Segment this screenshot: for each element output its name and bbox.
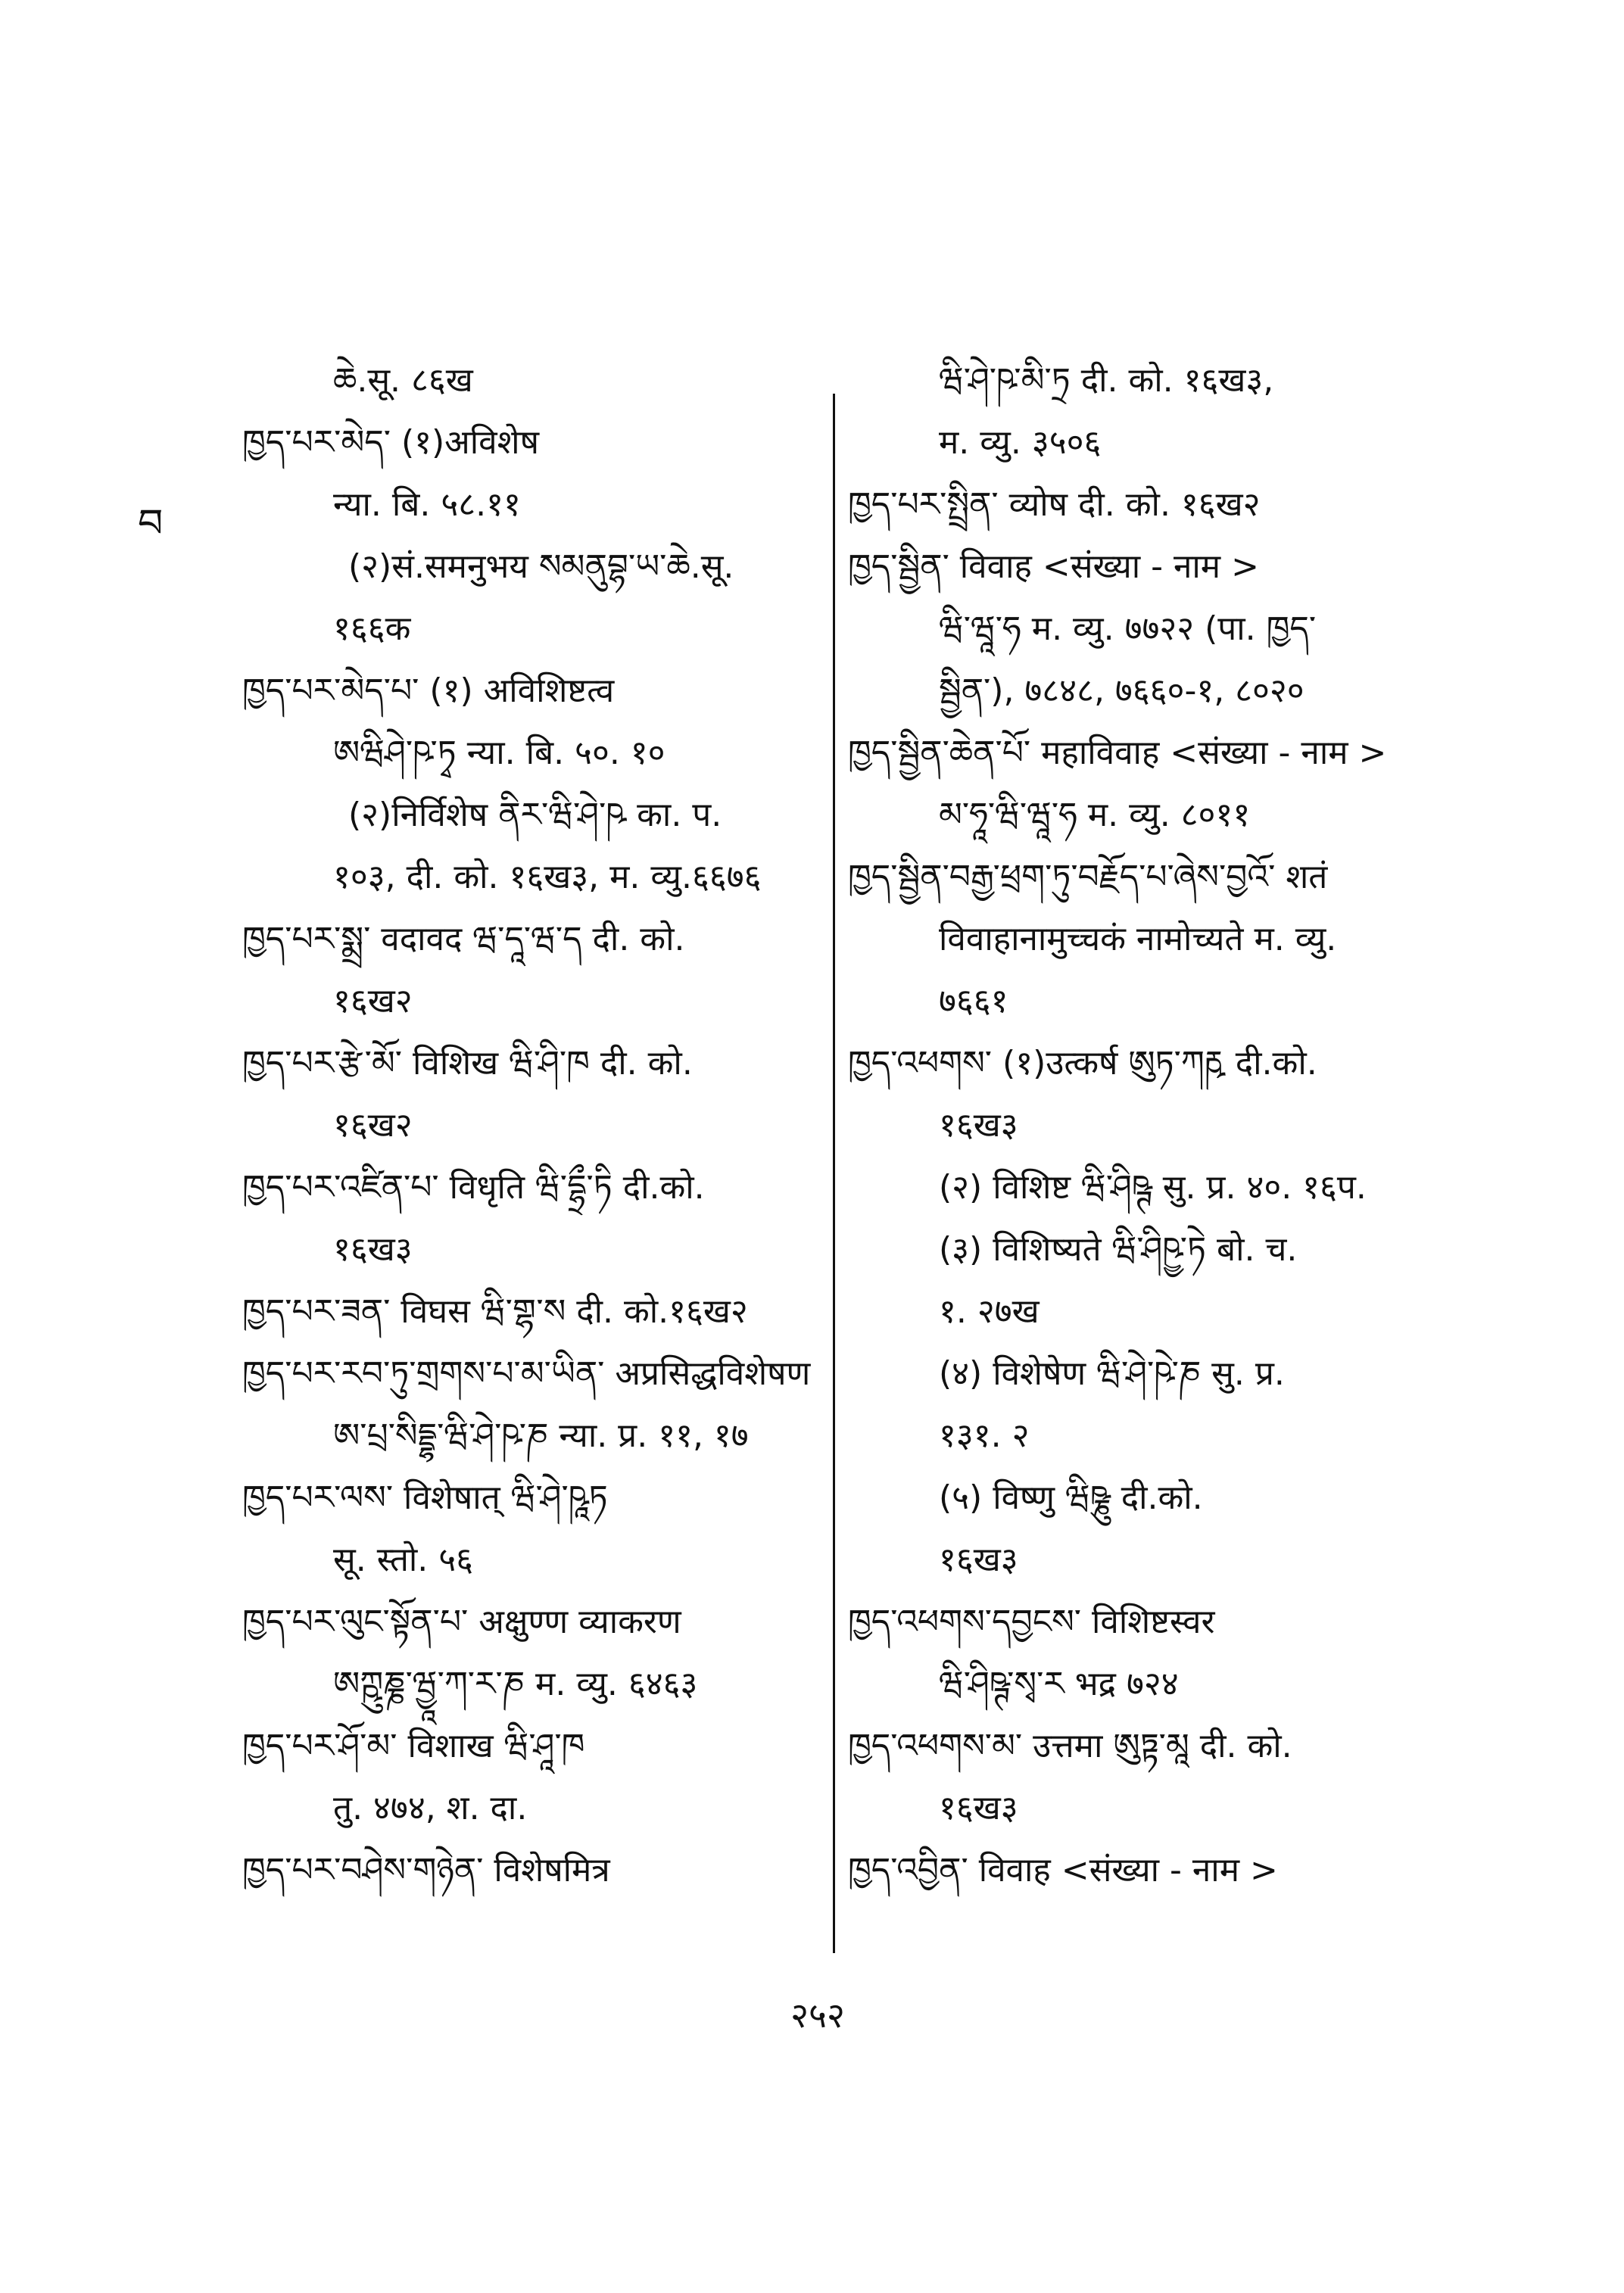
entry-line: ཨཝིཤེ་ཥ་ཏྭ न्या. बि. ५०. १० (333, 734, 665, 772)
entry-line: (५) विष्णु ཝིཥྞུ दी.को. (939, 1478, 1203, 1517)
entry-line: (४) विशेषेण ཝི་ཤེ་ཥེ་ཎ सु. प्र. (939, 1354, 1285, 1393)
entry-line: ཝི་ཝཱ་ཧ म. व्यु. ७७२२ (पा. ཁྱད་ (939, 609, 1317, 648)
entry-line: १६ख३ (333, 1230, 413, 1269)
entry-line: (३) विशिष्यते ཝི་ཤིཥྱ་ཏེ बो. च. (939, 1230, 1298, 1269)
entry-line: སྦྱིན་), ७८४८, ७६६०-१, ८०२० (939, 671, 1304, 710)
entry-line: ཨཀྵུཎྞ་ཝྱཱ་ཀ་ར་ཎ म. व्यु. ६४६३ (333, 1665, 698, 1703)
entry-line: ཝི་ཤེ་ཥ་མི་ཏྲ दी. को. १६ख३, (939, 361, 1274, 400)
entry-line: ཁྱད་སྦྱིན་ विवाह <संख्या - नाम > (848, 547, 1259, 586)
entry-line: ཁྱད་པར་མེད་པ་ (१) अविशिष्टत्व (242, 671, 615, 710)
entry-line: ७६६१ (939, 982, 1008, 1020)
entry-line: ཁྱད་པར་མེད་ (१)अविशेष (242, 423, 540, 462)
entry-line: ཁྱད་འབྱིན་ विवाह <संख्या - नाम > (848, 1851, 1278, 1890)
entry-line: ཝི་ཤིཥྚ་སྭ་ར भद्र ७२४ (939, 1665, 1179, 1703)
entry-line: ཁྱད་པར་ལུང་སྟོན་པ་ अक्षुण्ण व्याकरण (242, 1603, 681, 1641)
entry-line: ཁྱད་པར་རབ་ཏུ་གྲགས་པ་མ་ཡིན་ अप्रसिद्धविशेषण (242, 1354, 811, 1393)
column-divider (833, 394, 835, 1953)
entry-line: ཁྱད་པར་ལས་ विशेषात् ཝི་ཤེ་ཥཱཏ (242, 1478, 608, 1517)
entry-line: ཁྱད་པར་འཛིན་པ་ विधृति ཝི་དྷྲྀ་ཏི दी.को. (242, 1168, 705, 1207)
entry-line: न्या. बि. ५८.११ (333, 485, 521, 524)
entry-line: १६ख२ (333, 982, 413, 1020)
entry-line: १६६क (333, 609, 411, 648)
entry-line: तु. ४७४, श. दा. (333, 1789, 528, 1827)
entry-line: ཁྱད་པར་ཟན་ विघस ཝི་གྷ་ས दी. को.१६ख२ (242, 1292, 748, 1331)
entry-line: ཆེ.सू. ८६ख (333, 361, 473, 400)
entry-line: ཁྱད་སྦྱིན་བརྒྱ་ཕྲག་ཏུ་བརྗོད་པ་ཞེས་བྱའོ་ शतं (848, 858, 1328, 896)
entry-line: १३१. २ (939, 1416, 1030, 1455)
entry-line: १६ख३ (939, 1106, 1018, 1145)
entry-line: (२) विशिष्ट ཝི་ཤིཥྚ सु. प्र. ४०. १६प. (939, 1168, 1367, 1207)
left-column (242, 363, 825, 1915)
page-number: २५२ (790, 1995, 845, 2036)
entry-line: མ་ཧཱ་ཝི་ཝཱ་ཧ म. व्यु. ८०११ (939, 796, 1251, 834)
margin-mark: བ (138, 501, 164, 547)
entry-line: (२)निर्विशेष ནིར་ཝི་ཤེ་ཥ का. प. (348, 796, 722, 834)
entry-line: ཁྱད་པར་སྨྲ་ वदावद ཝ་དཱ་ཝ་ད दी. को. (242, 920, 685, 958)
entry-line: ཁྱད་འཕགས་མ་ उत्तमा ཨུཏྟ་མཱ दी. को. (848, 1727, 1292, 1765)
right-column (848, 363, 1446, 1915)
entry-line: १. २७ख (939, 1292, 1040, 1331)
entry-line: ཁྱད་པར་རྩེ་མོ་ विशिख ཝི་ཤི་ཁ दी. को. (242, 1044, 693, 1083)
entry-line: ཁྱད་པར་བཤེས་གཉེན་ विशेषमित्र (242, 1851, 610, 1890)
entry-line: सू. स्तो. ५६ (333, 1541, 474, 1579)
entry-line: १६ख३ (939, 1789, 1018, 1827)
entry-line: विवाहानामुच्चकं नामोच्यते म. व्यु. (939, 920, 1337, 958)
entry-line: ཁྱད་འཕགས་ (१)उत्कर्ष ཨུཏ་ཀརྵ दी.को. (848, 1044, 1317, 1083)
entry-line: १०३, दी. को. १६ख३, म. व्यु.६६७६ (333, 858, 762, 896)
entry-line: ཁྱད་འཕགས་དབྱངས་ विशिष्टस्वर (848, 1603, 1215, 1641)
entry-line: म. व्यु. ३५०६ (939, 423, 1102, 462)
entry-line: १६ख३ (939, 1541, 1018, 1579)
entry-line: ཁྱད་པར་ཤོ་མ་ विशाख ཝི་ཤཱ་ཁ (242, 1727, 585, 1765)
entry-line: ཁྱད་པར་སྤྲིན་ व्योष दी. को. १६ख२ (848, 485, 1261, 524)
entry-line: १६ख२ (333, 1106, 413, 1145)
entry-line: (२)सं.समनुभय སམནུབྷ་ཡ་ཆེ.सू. (348, 547, 734, 586)
entry-line: ཁྱད་སྦྱིན་ཆེན་པོ་ महाविवाह <संख्या - नाम > (848, 734, 1387, 772)
entry-line: ཨ་པྲ་སིདྡྷ་ཝི་ཤེ་ཥ་ཎ न्या. प्र. ११, १७ (333, 1416, 749, 1455)
